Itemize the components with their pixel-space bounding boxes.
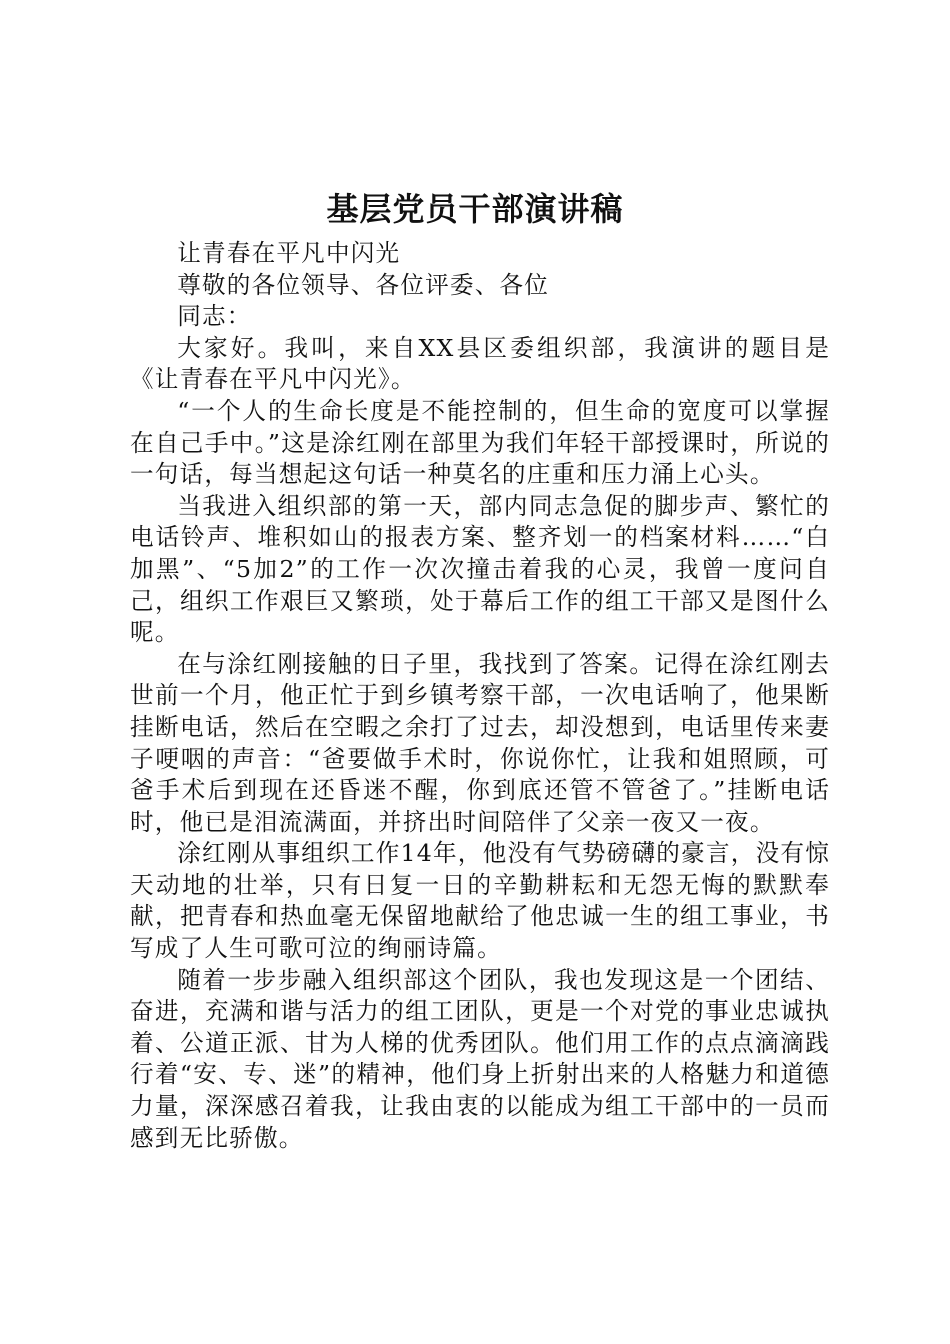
body-paragraph: 当我进入组织部的第一天，部内同志急促的脚步声、繁忙的电话铃声、堆积如山的报表方案、整齐划一的档案材料……“白加黑”、“5加2”的工作一次次撞击着我的心灵，我曾一度问自己，组织工作艰巨又繁琐，处于幕后工作的组工干部又是图什么呢。	[130, 491, 830, 647]
body-paragraph: 随着一步步融入组织部这个团队，我也发现这是一个团结、奋进，充满和谐与活力的组工团队，更是一个对党的事业忠诚执着、公道正派、甘为人梯的优秀团队。他们用工作的点点滴滴践行着“安、专、迷”的精神，他们身上折射出来的人格魅力和道德力量，深深感召着我，让我由衷的以能成为组工干部中的一员而感到无比骄傲。	[130, 965, 830, 1152]
body-paragraph: 大家好。我叫，来自XX县区委组织部，我演讲的题目是《让青春在平凡中闪光》。	[130, 333, 830, 394]
salutation-line: 同志：	[177, 302, 252, 331]
body-paragraph: 涂红刚从事组织工作14年，他没有气势磅礴的豪言，没有惊天动地的壮举，只有日复一日的辛勤耕耘和无怨无悔的默默奉献，把青春和热血毫无保留地献给了他忠诚一生的组工事业，书写成了人生可歌可泣的绚丽诗篇。	[130, 839, 830, 963]
salutation-line: 尊敬的各位领导、各位评委、各位	[177, 270, 550, 299]
document-body	[130, 238, 830, 1154]
document-title: 基层党员干部演讲稿	[326, 190, 624, 228]
body-paragraph: 在与涂红刚接触的日子里，我找到了答案。记得在涂红刚去世前一个月，他正忙于到乡镇考察干部，一次电话响了，他果断挂断电话，然后在空暇之余打了过去，却没想到，电话里传来妻子哽咽的声音：“爸要做手术时，你说你忙，让我和姐照顾，可爸手术后到现在还昏迷不醒，你到底还管不管爸了。”挂断电话时，他已是泪流满面，并挤出时间陪伴了父亲一夜又一夜。	[130, 649, 830, 836]
body-paragraph: “一个人的生命长度是不能控制的，但生命的宽度可以掌握在自己手中。”这是涂红刚在部里为我们年轻干部授课时，所说的一句话，每当想起这句话一种莫名的庄重和压力涌上心头。	[130, 396, 830, 489]
speech-subtitle: 让青春在平凡中闪光	[177, 239, 401, 267]
